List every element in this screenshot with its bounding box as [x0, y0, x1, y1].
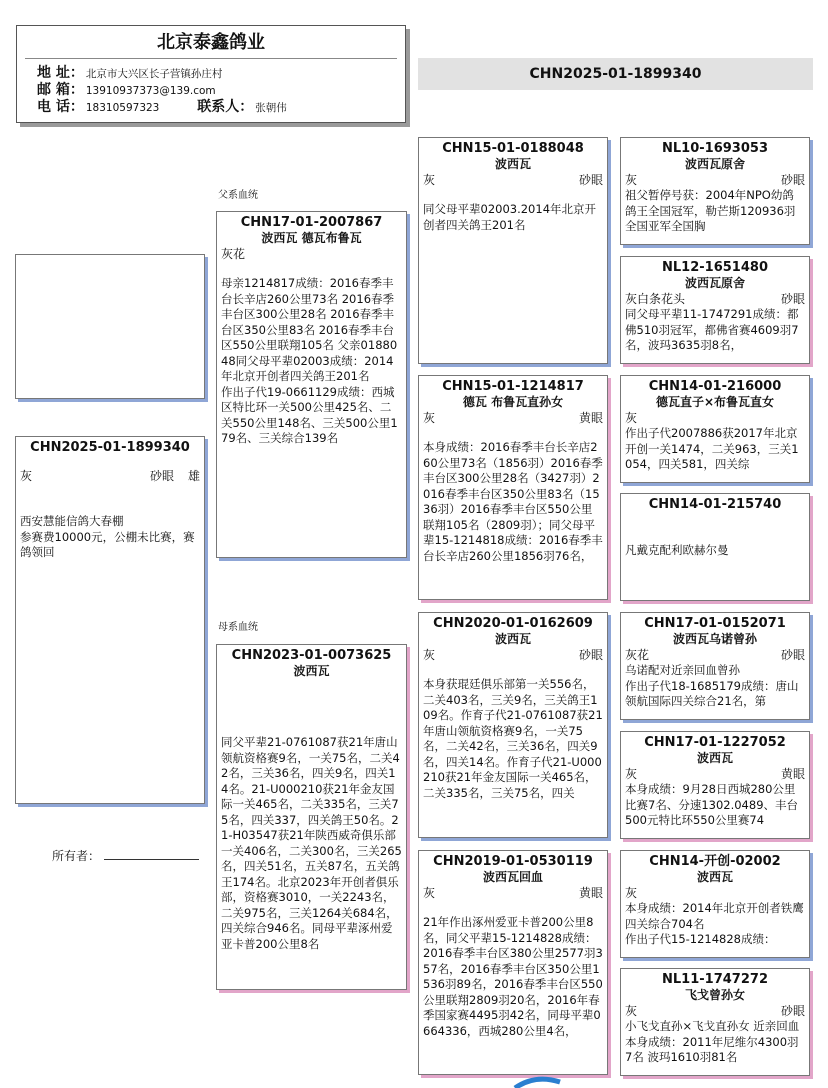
g4-name: 飞戈曾孙女 — [684, 988, 745, 1002]
sire-line-label: 父系血统 — [218, 190, 258, 201]
g3-meta — [419, 885, 607, 901]
g4-meta — [621, 410, 809, 426]
grandsire-paternal-card — [418, 137, 608, 364]
g4-name: 波西瓦原舍 — [684, 276, 745, 290]
address-label: 地 址： — [37, 65, 84, 81]
contact-label: 联系人： — [197, 99, 254, 115]
watermark-arc — [510, 1074, 570, 1088]
g4-ring: CHN17-01-1227052 — [644, 735, 786, 750]
divider — [25, 58, 397, 59]
sire-name: 波西瓦 德瓦布鲁瓦 — [261, 231, 362, 245]
g3-eye: 砂眼 — [578, 648, 603, 662]
subject-meta — [16, 468, 204, 484]
g3-name: 波西瓦 — [494, 157, 531, 171]
subject-sex: 雄 — [187, 469, 200, 483]
g3-color: 灰 — [423, 173, 436, 187]
gen4-card — [620, 256, 810, 364]
g4-color: 灰 — [625, 886, 638, 900]
sire-meta — [217, 246, 406, 262]
dam-desc: 同父平辈21-0761087获21年唐山领航资格赛9名，一关75名，二关42名，三关36名，四关9名，四关14名。21-U000210获21年金友国际一关465名，二关335名，三关75名，四关337，四关鸽王50名。21-H03547获21年陕西威奇俱乐部一关406名，二关300名，三关265名，四关51名，五关87名，五关鸽王174名。北京2023年开创者俱乐部，资格赛3010，一关2243名，二关975名，三关1264关684名，四关综合946名。同母平辈涿州爱亚卡普200公里8名 — [221, 735, 402, 951]
g4-meta — [621, 291, 809, 307]
gen4-card — [620, 493, 810, 601]
g4-name: 德瓦直子×布鲁瓦直女 — [655, 395, 775, 409]
g3-ring: CHN15-01-1214817 — [442, 379, 584, 394]
g3-desc: 本身成绩：2016春季丰台长辛店260公里73名（1856羽）2016春季丰台区300公里28名（3427羽）2016春季丰台区350公里83名（1536羽）2016春季丰台区550公里联翔105名（2809羽）；同父母平辈15-1214818成绩：2016春季丰台长辛店260公里1856羽76名， — [423, 440, 603, 563]
loft-title: 北京泰鑫鸽业 — [157, 32, 265, 53]
owner-label: 所有者： — [52, 849, 101, 863]
dam-name: 波西瓦 — [293, 664, 330, 678]
g3-meta — [419, 410, 607, 426]
loft-info-card — [16, 25, 406, 123]
g4-meta — [621, 1003, 809, 1019]
sire-ring: CHN17-01-2007867 — [240, 215, 383, 230]
g3-desc: 21年作出涿州爱亚卡普200公里8名，同父平辈15-1214828成绩：2016春季丰台区380公里2577羽357名，2016春季丰台区350公里1536羽89名，2016春季丰台区550公里联翔2809羽20名，2016年春季国家赛4495羽42名，同母平辈0664336，西城280公里4名， — [423, 915, 603, 1038]
pedigree-header-bar — [418, 58, 813, 90]
owner-line — [104, 849, 199, 860]
g3-color: 灰 — [423, 886, 436, 900]
gen4-card — [620, 968, 810, 1076]
g4-desc: 凡戴克配利欧赫尔曼 — [625, 543, 729, 557]
grandsire-maternal-card — [418, 612, 608, 838]
address-row — [17, 65, 405, 82]
g4-meta — [621, 885, 809, 901]
g3-eye: 砂眼 — [578, 173, 603, 187]
g3-ring: CHN15-01-0188048 — [442, 141, 584, 156]
g4-eye: 砂眼 — [780, 1004, 805, 1018]
address-value: 北京市大兴区长子营镇孙庄村 — [85, 68, 223, 80]
pigeon-photo-frame — [15, 254, 205, 399]
g4-ring: CHN14-01-216000 — [648, 379, 782, 394]
dam-meta — [217, 679, 406, 695]
owner-row — [52, 847, 199, 864]
g4-desc: 小飞戈直孙×飞戈直孙女 近亲回血 本身成绩：2011年尼维尔4300羽7名 波玛1610羽81名 — [625, 1019, 800, 1064]
dam-ring: CHN2023-01-0073625 — [231, 648, 392, 663]
gen4-card — [620, 731, 810, 839]
sire-desc: 母亲1214817成绩：2016春季丰台长辛店260公里73名 2016春季丰台区300公里28名 2016春季丰台区350公里83名 2016春季丰台区550公里联翔105名 父亲0188048同父母平辈02003成绩：2014年北京开创者四关鸽王201名 作出子代19-0661129成绩：西城区特比环一关500公里425名、二关550公里148名、三关500公里179名、三关综合139名 — [221, 276, 398, 445]
gen4-card — [620, 375, 810, 483]
subject-pigeon-card — [15, 436, 205, 804]
g3-name: 波西瓦 — [494, 632, 531, 646]
g3-meta — [419, 647, 607, 663]
gen4-card — [620, 850, 810, 958]
g3-desc: 同父母平辈02003.2014年北京开创者四关鸽王201名 — [423, 202, 597, 232]
g4-meta — [621, 172, 809, 188]
g4-color: 灰 — [625, 173, 638, 187]
g3-ring: CHN2019-01-0530119 — [433, 854, 593, 869]
g4-ring: NL12-1651480 — [662, 260, 768, 275]
email-label: 邮 箱： — [37, 82, 84, 98]
g4-color: 灰白条花头 — [625, 292, 686, 306]
granddam-paternal-card — [418, 375, 608, 600]
subject-ring: CHN2025-01-1899340 — [30, 440, 190, 455]
g4-eye: 砂眼 — [780, 173, 805, 187]
header-ring-number: CHN2025-01-1899340 — [529, 66, 702, 82]
email-row — [17, 82, 405, 99]
g3-eye: 黄眼 — [578, 411, 603, 425]
g4-color: 灰 — [625, 767, 638, 781]
g4-name: 波西瓦 — [696, 870, 733, 884]
phone-row — [17, 99, 405, 116]
g4-ring: NL10-1693053 — [662, 141, 768, 156]
g4-desc: 同父母平辈11-1747291成绩：都佛510羽冠军，都佛省赛4609羽7名，波玛3635羽8名， — [625, 307, 799, 352]
g4-eye: 砂眼 — [780, 648, 805, 662]
g4-desc: 作出子代2007886获2017年北京开创一关1474，二关963，三关1054，四关581，四关综 — [625, 426, 799, 471]
g3-name: 德瓦 布鲁瓦直孙女 — [462, 395, 564, 409]
g4-eye: 黄眼 — [780, 767, 805, 781]
phone-label: 电 话： — [37, 99, 84, 115]
g3-meta — [419, 172, 607, 188]
g4-name: 波西瓦 — [696, 751, 733, 765]
g4-desc: 乌诺配对近亲回血曾孙 作出子代18-1685179成绩：唐山领航国际四关综合21名，第 — [625, 663, 799, 708]
g4-ring: NL11-1747272 — [662, 972, 768, 987]
g4-meta — [621, 647, 809, 663]
g3-name: 波西瓦回血 — [482, 870, 543, 884]
phone-value: 18310597323 — [85, 102, 160, 114]
subject-eye: 砂眼 — [149, 469, 174, 483]
g3-color: 灰 — [423, 411, 436, 425]
sire-color: 灰花 — [221, 247, 246, 261]
g3-eye: 黄眼 — [578, 886, 603, 900]
g3-desc: 本身获琨廷俱乐部第一关556名，二关403名，三关9名，三关鸽王109名。作育子代21-0761087获21年唐山领航资格赛9名，一关75名，二关42名，三关36名，四关9名，四关14名。作育子代21-U000210获21年金友国际一关465名，二关335名，三关75名，四关 — [423, 677, 603, 800]
subject-color: 灰 — [20, 469, 33, 483]
g4-name: 波西瓦原舍 — [684, 157, 745, 171]
g4-color: 灰 — [625, 411, 638, 425]
subject-desc: 西安慧能信鸽大春棚 参赛费10000元，公棚未比赛，赛鸽领回 — [20, 514, 195, 559]
g4-ring: CHN17-01-0152071 — [644, 616, 786, 631]
gen4-card — [620, 612, 810, 720]
g4-meta — [621, 766, 809, 782]
g4-name: 波西瓦乌诺曾孙 — [672, 632, 757, 646]
g4-eye: 砂眼 — [780, 292, 805, 306]
dam-line-label: 母系血统 — [218, 622, 258, 633]
g4-color: 灰花 — [625, 648, 650, 662]
g3-ring: CHN2020-01-0162609 — [433, 616, 593, 631]
g4-desc: 祖父暂停号获：2004年NPO幼鸽鸽王全国冠军，勒芒斯120936羽全国亚军全国胸 — [625, 188, 796, 233]
g3-color: 灰 — [423, 648, 436, 662]
g4-ring: CHN14-01-215740 — [648, 497, 782, 512]
sire-card — [216, 211, 407, 558]
g4-desc: 本身成绩：9月28日西城280公里比赛7名、分速1302.0489、丰台500元特比环550公里赛74 — [625, 782, 799, 827]
g4-ring: CHN14-开创-02002 — [649, 854, 781, 869]
g4-desc: 本身成绩：2014年北京开创者铁鹰四关综合704名 作出子代15-1214828成绩： — [625, 901, 804, 946]
email-value[interactable]: 13910937373@139.com — [85, 85, 216, 97]
gen4-card — [620, 137, 810, 245]
granddam-maternal-card — [418, 850, 608, 1075]
contact-value: 张朝伟 — [255, 102, 287, 114]
dam-card — [216, 644, 407, 990]
g4-color: 灰 — [625, 1004, 638, 1018]
